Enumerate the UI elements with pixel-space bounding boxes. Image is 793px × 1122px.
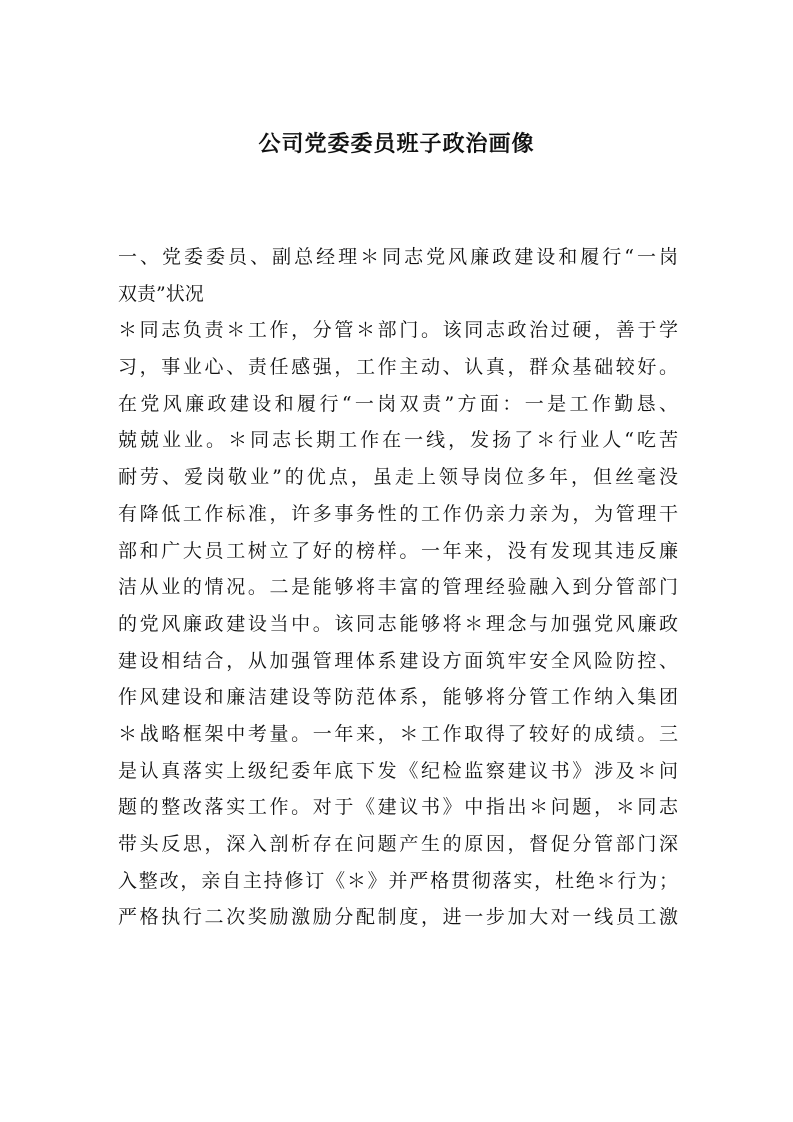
paragraph-line: 耐劳、爱岗敬业”的优点，虽走上领导岗位多年，但丝毫没: [118, 466, 678, 489]
paragraph-line: 部和广大员工树立了好的榜样。一年来，没有发现其违反廉: [118, 539, 678, 562]
paragraph-line: ＊同志负责＊工作，分管＊部门。该同志政治过硬，善于学: [118, 319, 678, 342]
paragraph-line: 有降低工作标准，许多事务性的工作仍亲力亲为，为管理干: [118, 502, 678, 525]
paragraph-line: 题的整改落实工作。对于《建议书》中指出＊问题，＊同志: [118, 796, 678, 819]
paragraph-line: ＊战略框架中考量。一年来，＊工作取得了较好的成绩。三: [118, 722, 678, 745]
paragraph-line: 的党风廉政建设当中。该同志能够将＊理念与加强党风廉政: [118, 612, 678, 635]
paragraph-line: 是认真落实上级纪委年底下发《纪检监察建议书》涉及＊问: [118, 759, 678, 782]
paragraph-line: 兢兢业业。＊同志长期工作在一线，发扬了＊行业人“吃苦: [118, 429, 678, 452]
document-body: [118, 239, 678, 936]
paragraph-line: 带头反思，深入剖析存在问题产生的原因，督促分管部门深: [118, 833, 678, 855]
paragraph-line: 严格执行二次奖励激励分配制度，进一步加大对一线员工激: [118, 906, 678, 929]
paragraph-line: 入整改，亲自主持修订《＊》并严格贯彻落实，杜绝＊行为；: [118, 869, 678, 892]
paragraph-line: 在党风廉政建设和履行“一岗双责”方面：一是工作勤恳、: [118, 392, 678, 415]
paragraph-line: 洁从业的情况。二是能够将丰富的管理经验融入到分管部门: [118, 576, 678, 599]
paragraph-line: 建设相结合，从加强管理体系建设方面筑牢安全风险防控、: [118, 649, 678, 672]
paragraph-line: 习，事业心、责任感强，工作主动、认真，群众基础较好。: [118, 356, 678, 379]
section-heading-line-1: 一、党委委员、副总经理＊同志党风廉政建设和履行“一岗: [118, 246, 678, 268]
document-title: 公司党委委员班子政治画像: [258, 131, 535, 157]
section-heading-line-2: 双责”状况: [118, 282, 204, 305]
paragraph-line: 作风建设和廉洁建设等防范体系，能够将分管工作纳入集团: [118, 686, 678, 709]
